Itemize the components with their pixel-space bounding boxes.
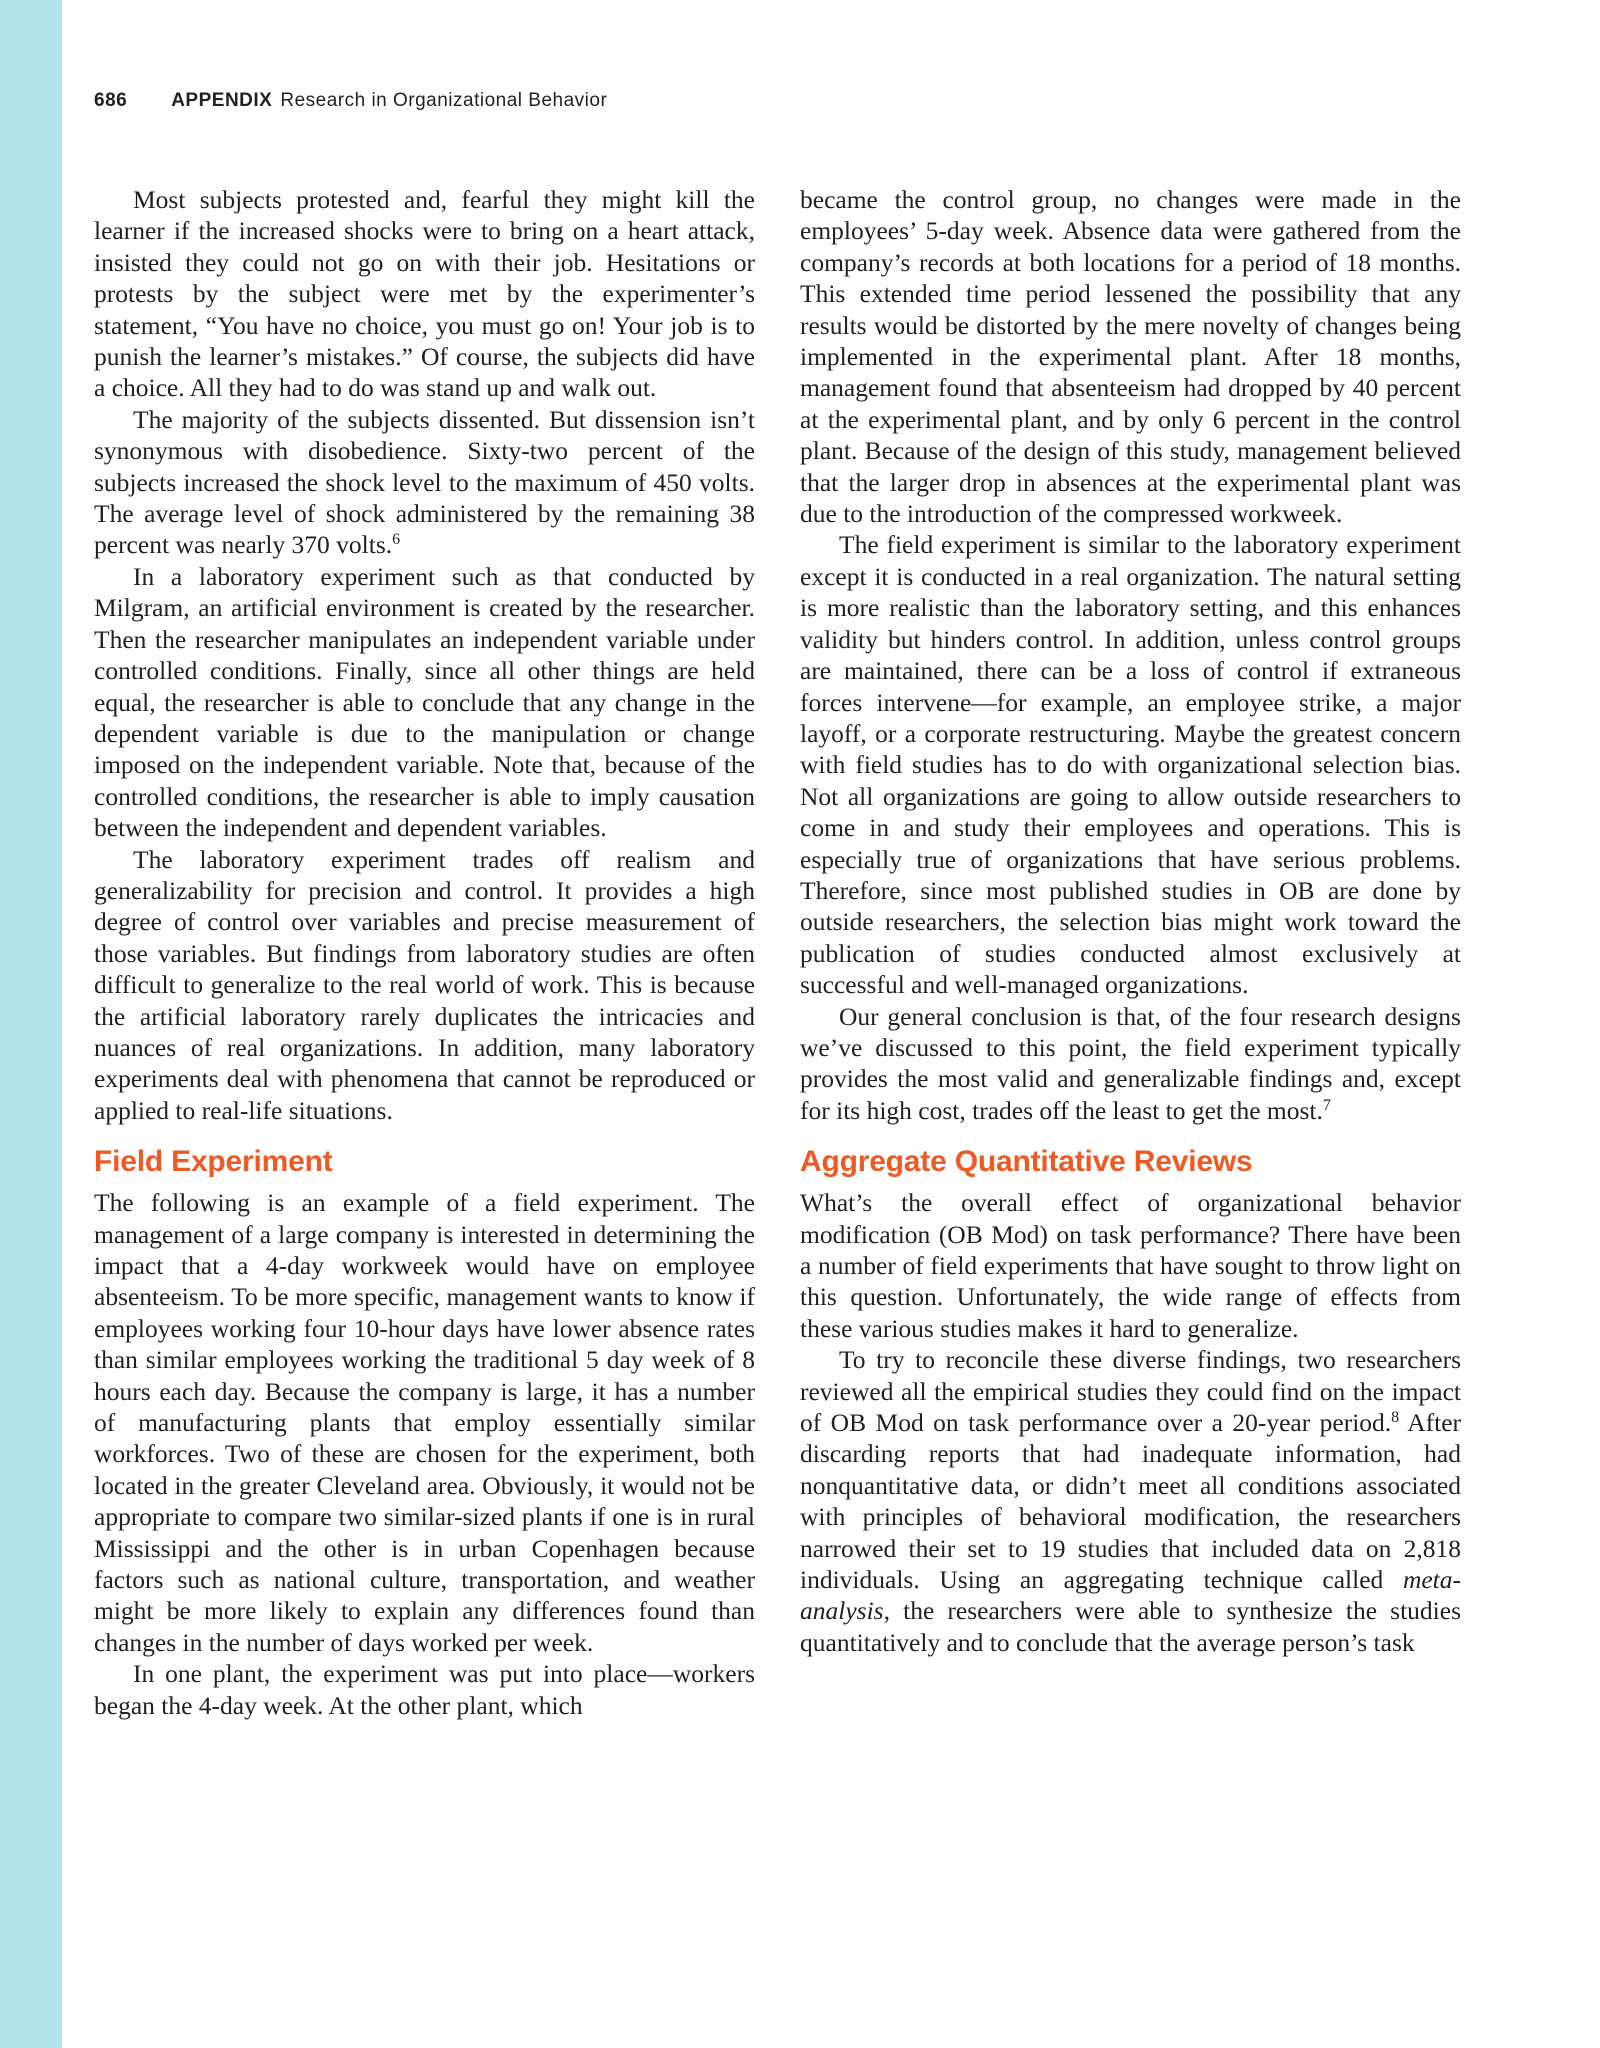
right-column (800, 184, 1461, 1658)
paragraph: The laboratory experiment trades off realism and generalizability for precision and control. It provides a high degree of control over variables and precise measurement of those variables. But findings from laboratory studies are often difficult to generalize to the real world of work. This is because the artificial laboratory rarely duplicates the intricacies and nuances of real organizations. In addition, many laboratory experiments deal with phenomena that cannot be reproduced or applied to real-life situations. (94, 844, 755, 1125)
footnote-ref: 8 (1391, 1409, 1400, 1427)
paragraph: The following is an example of a field experiment. The management of a large company is interested in determining the impact that a 4-day workweek would have on employee absenteeism. To be more specific, management wants to know if employees working four 10-hour days have lower absence rates than similar employees working the traditional 5 day week of 8 hours each day. Because the company is large, it has a number of manufacturing plants that employ essentially similar workforces. Two of these are chosen for the experiment, both located in the greater Cleveland area. Obviously, it would not be appropriate to compare two similar-sized plants if one is in rural Mississippi and the other is in urban Copenhagen because factors such as national culture, transportation, and weather might be more likely to explain any differences found than changes in the number of days worked per week. (94, 1188, 755, 1657)
paragraph-text: After discarding reports that had inadequate information, had nonquantitative data, or didn’t meet all conditions associated with principles of behavioral modification, the researchers narrowed their set to 19 studies that included data on 2,818 individuals. Using an aggregating technique called (800, 1408, 1461, 1595)
page-number: 686 (94, 90, 128, 111)
paragraph-text: Our general conclusion is that, of the four research designs we’ve discussed to this point, the field experiment typically provides the most valid and generalizable findings and, except for its high cost, trades off the least to get the most. (800, 1001, 1461, 1125)
section-label: APPENDIX (171, 90, 273, 111)
section-heading-field-experiment: Field Experiment (94, 1145, 333, 1179)
running-head-title: Research in Organizational Behavior (280, 90, 608, 111)
paragraph (800, 1001, 1461, 1127)
paragraph (94, 404, 755, 561)
paragraph: became the control group, no changes were made in the employees’ 5-day week. Absence data were gathered from the company’s records at both locations for a period of 18 months. This extended time period lessened the possibility that any results would be distorted by the mere novelty of changes being implemented in the experimental plant. After 18 months, management found that absenteeism had dropped by 40 percent at the experimental plant, and by only 6 percent in the control plant. Because of the design of this study, management believed that the larger drop in absences at the experimental plant was due to the introduction of the compressed workweek. (800, 185, 1461, 529)
paragraph-text: To try to reconcile these diverse findings, two researchers reviewed all the empirical studies they could find on the impact of OB Mod on task performance over a 20-year period. (800, 1345, 1461, 1438)
running-head (94, 90, 607, 112)
paragraph: In a laboratory experiment such as that conducted by Milgram, an artificial environment is created by the researcher. Then the researcher manipulates an independent variable under controlled conditions. Finally, since all other things are held equal, the researcher is able to conclude that any change in the dependent variable is due to the manipulation or change imposed on the independent variable. Note that, because of the controlled conditions, the researcher is able to imply causation between the independent and dependent variables. (94, 561, 755, 843)
paragraph (800, 1344, 1461, 1658)
footnote-ref: 7 (1322, 1096, 1331, 1114)
italic-term: meta-analysis, (800, 1565, 1461, 1626)
paragraph: What’s the overall effect of organizational behavior modification (OB Mod) on task performance? There have been a number of field experiments that have sought to throw light on this question. Unfortunately, the wide range of effects from these various studies makes it hard to generalize. (800, 1188, 1461, 1343)
left-column (94, 184, 755, 1721)
paragraph: The field experiment is similar to the laboratory experiment except it is conducted in a real organization. The natural setting is more realistic than the laboratory setting, and this enhances validity but hinders control. In addition, unless control groups are maintained, there can be a loss of control if extraneous forces intervene—for example, an employee strike, a major layoff, or a corporate restructuring. Maybe the greatest concern with field studies has to do with organizational selection bias. Not all organizations are going to allow outside researchers to come in and study their employees and operations. This is especially true of organizations that have serious problems. Therefore, since most published studies in OB are done by outside researchers, the selection bias might work toward the publication of studies conducted almost exclusively at successful and well-managed organizations. (800, 530, 1461, 1000)
section-heading-aggregate-quantitative-reviews: Aggregate Quantitative Reviews (800, 1145, 1253, 1179)
paragraph-text: the researchers were able to synthesize the studies quantitatively and to conclude that the average person’s task (800, 1596, 1461, 1657)
footnote-ref: 6 (392, 531, 401, 549)
paragraph-text: The majority of the subjects dissented. But dissension isn’t synonymous with disobedience. Sixty-two percent of the subjects increased the shock level to the maximum of 450 volts. The average level of shock administered by the remaining 38 percent was nearly 370 volts. (94, 404, 755, 560)
page-edge-color-strip (0, 0, 62, 2048)
paragraph: In one plant, the experiment was put into place—workers began the 4-day week. At the other plant, which (94, 1659, 755, 1720)
paragraph: Most subjects protested and, fearful they might kill the learner if the increased shocks were to bring on a heart attack, insisted they could not go on with their job. Hesitations or protests by the subject were met by the experimenter’s statement, “You have no choice, you must go on! Your job is to punish the learner’s mistakes.” Of course, the subjects did have a choice. All they had to do was stand up and walk out. (94, 185, 755, 403)
